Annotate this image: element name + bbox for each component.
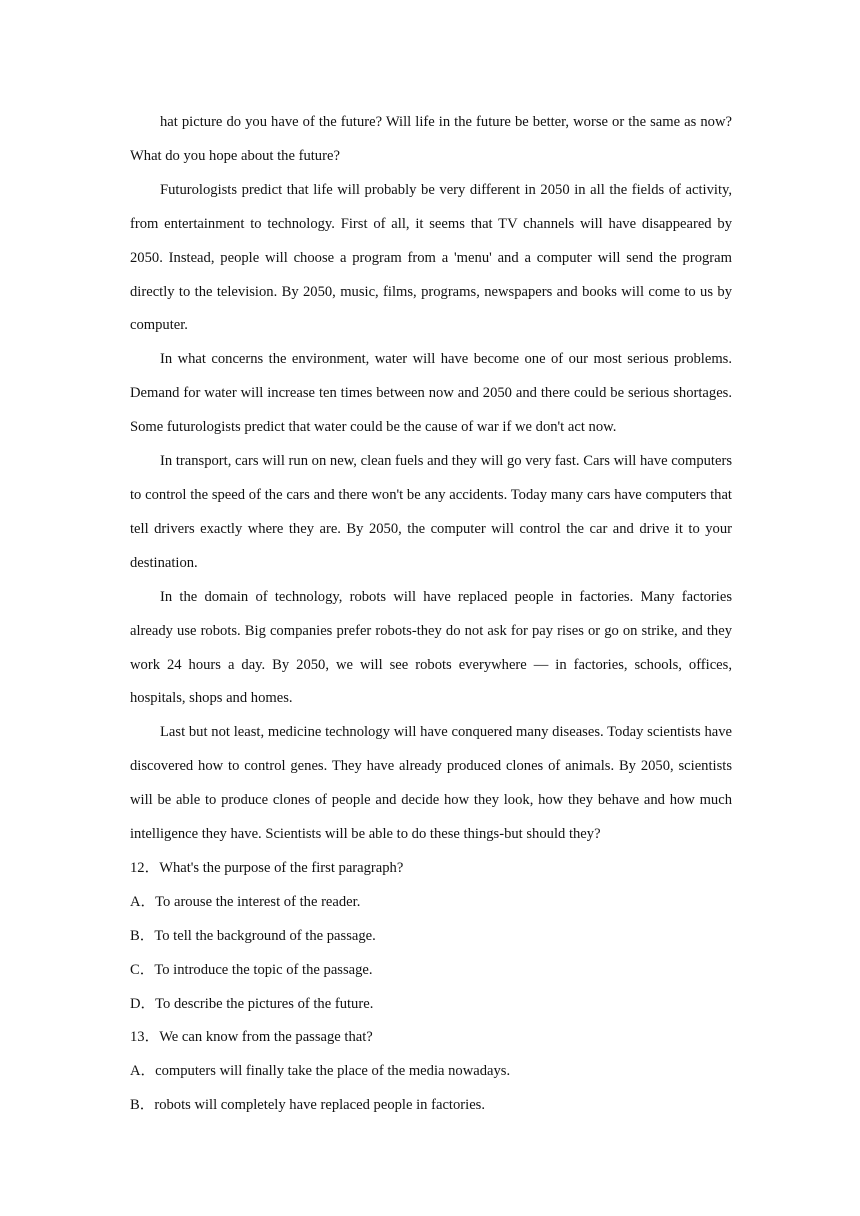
passage-paragraph-1: hat picture do you have of the future? Will life in the future be better, worse or the same as now? What do you hope about the future? (130, 114, 732, 164)
passage-paragraph-2: Futurologists predict that life will probably be very different in 2050 in all the fields of activity, from entertainment to technology. First of all, it seems that TV channels will have disappeared by 2050. Instead, people will choose a program from a 'menu' and a computer will send the program directly to the television. By 2050, music, films, programs, newspapers and books will come to us by computer. (130, 181, 732, 334)
passage-paragraph-5: In the domain of technology, robots will have replaced people in factories. Many factories already use robots. Big companies prefer robots-they do not ask for pay rises or go on strike, and they work 24 hours a day. By 2050, we will see robots everywhere — in factories, schools, offices, hospitals, shops and homes. (130, 588, 732, 707)
option-b: B．robots will completely have replaced people in factories. (130, 1097, 485, 1114)
option-b: B．To tell the background of the passage. (130, 927, 376, 944)
option-a: A．To arouse the interest of the reader. (130, 893, 361, 910)
document-page (130, 106, 732, 1123)
option-c: C．To introduce the topic of the passage. (130, 961, 373, 978)
passage-paragraph-3: In what concerns the environment, water will have become one of our most serious problems. Demand for water will increase ten times between now and 2050 and there could be serious shortages. Some futurologists predict that water could be the cause of war if we don't act now. (130, 351, 732, 436)
question-12 (130, 852, 732, 1022)
question-stem: 13．We can know from the passage that? (130, 1029, 373, 1046)
passage-paragraph-6: Last but not least, medicine technology will have conquered many diseases. Today scientists have discovered how to control genes. They have already produced clones of animals. By 2050, scientists will be able to produce clones of people and decide how they look, how they behave and how much intelligence they have. Scientists will be able to do these things-but should they? (130, 724, 732, 843)
option-d: D．To describe the pictures of the future. (130, 995, 374, 1012)
option-a: A．computers will finally take the place of the media nowadays. (130, 1063, 511, 1080)
question-13 (130, 1021, 732, 1123)
question-stem: 12．What's the purpose of the first paragraph? (130, 859, 404, 876)
passage-paragraph-4: In transport, cars will run on new, clean fuels and they will go very fast. Cars will have computers to control the speed of the cars and there won't be any accidents. Today many cars have computers that tell drivers exactly where they are. By 2050, the computer will control the car and drive it to your destination. (130, 453, 732, 571)
